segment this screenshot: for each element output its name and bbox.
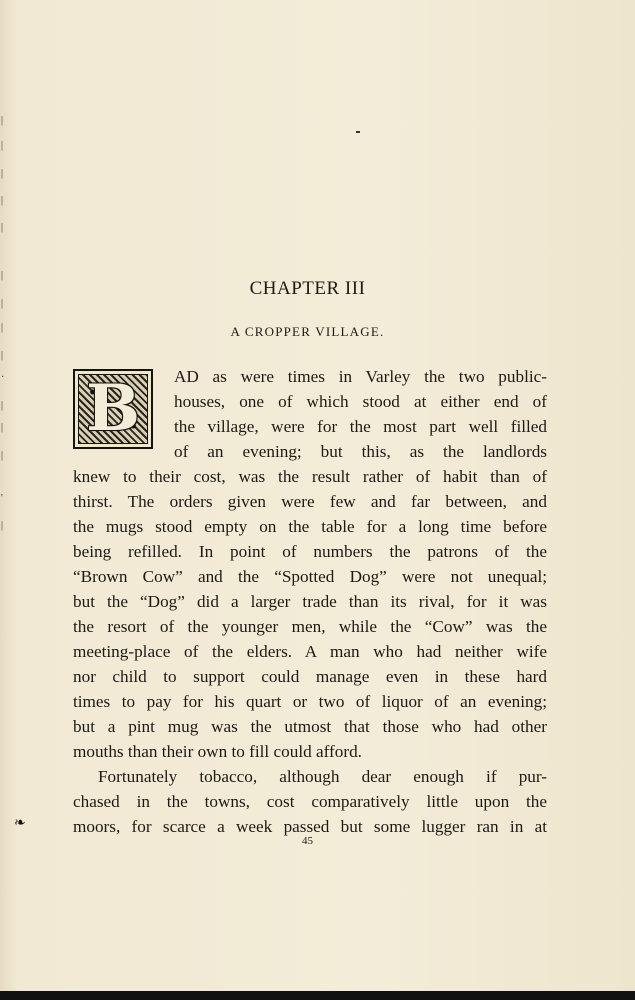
text-line: times to pay for his quart or two of liquor of an evening; [73, 692, 547, 711]
text-line: being refilled. In point of numbers the patrons of the [73, 542, 547, 561]
text-line: nor child to support could manage even in these hard [73, 667, 547, 686]
text-line: but a pint mug was the utmost that those who had other [73, 717, 547, 736]
scan-edge [0, 991, 635, 1000]
text-line: AD as were times in Varley the two public- [174, 367, 547, 386]
text-line: thirst. The orders given were few and far between, and [73, 492, 547, 511]
left-margin-marks: | | | | | | | | | · | | | ' | [1, 115, 5, 531]
page-number: 45 [302, 835, 313, 847]
chapter-title: CHAPTER III [249, 278, 366, 299]
text-line: houses, one of which stood at either end of [174, 392, 547, 411]
chapter-subtitle: A CROPPER VILLAGE. [230, 324, 385, 339]
text-line: moors, for scarce a week passed but some lugger ran in at [73, 817, 547, 836]
text-line: mouths than their own to fill could afford. [73, 742, 362, 761]
text-line: of an evening; but this, as the landlords [174, 442, 547, 461]
body-text [73, 364, 547, 839]
text-line: Fortunately tobacco, although dear enough if pur- [98, 767, 547, 786]
drop-cap-letter: B [85, 371, 141, 446]
text-line: the village, were for the most part well filled [174, 417, 547, 436]
text-line: meeting-place of the elders. A man who had neither wife [73, 642, 547, 661]
ink-speck [356, 131, 360, 133]
text-line: the mugs stood empty on the table for a long time before [73, 517, 547, 536]
text-line: knew to their cost, was the result rather of habit than of [73, 467, 547, 486]
text-line: chased in the towns, cost comparatively little upon the [73, 792, 547, 811]
margin-hand-mark: ❧ [14, 816, 26, 831]
text-line: “Brown Cow” and the “Spotted Dog” were not unequal; [73, 567, 547, 586]
text-line: the resort of the younger men, while the “Cow” was the [73, 617, 547, 636]
text-line: but the “Dog” did a larger trade than its rival, for it was [73, 592, 547, 611]
